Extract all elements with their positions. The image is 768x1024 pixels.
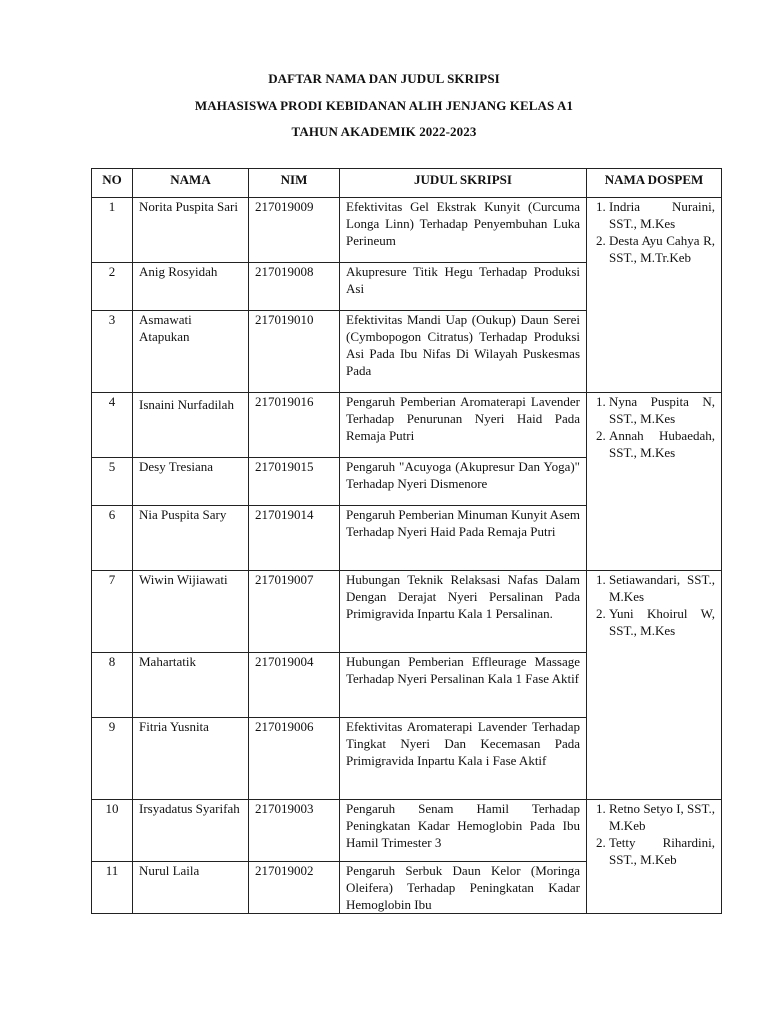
row-nim: 217019002	[249, 862, 340, 914]
heading-line-2: MAHASISWA PRODI KEBIDANAN ALIH JENJANG KELAS A1	[194, 97, 574, 113]
row-nim: 217019007	[249, 571, 340, 653]
row-nim: 217019003	[249, 800, 340, 862]
row-nim: 217019004	[249, 653, 340, 718]
row-judul: Pengaruh Pemberian Aromaterapi Lavender Terhadap Penurunan Nyeri Haid Pada Remaja Putri	[340, 393, 587, 458]
dospem-item: 1. Retno Setyo I, SST., M.Keb	[609, 800, 715, 834]
row-judul: Akupresure Titik Hegu Terhadap Produksi Asi	[340, 263, 587, 311]
row-nim: 217019008	[249, 263, 340, 311]
row-no: 7	[92, 571, 133, 653]
table-header-row	[92, 169, 722, 198]
row-no: 8	[92, 653, 133, 718]
row-judul: Efektivitas Mandi Uap (Oukup) Daun Serei (Cymbopogon Citratus) Terhadap Produksi Asi Pada Ibu Nifas Di Wilayah Puskesmas Pada	[340, 311, 587, 393]
dospem-list	[593, 800, 715, 868]
dospem-cell	[587, 393, 722, 571]
row-judul: Efektivitas Aromaterapi Lavender Terhadap Tingkat Nyeri Dan Kecemasan Pada Primigravida Inpartu Kala i Fase Aktif	[340, 718, 587, 800]
row-nim: 217019015	[249, 458, 340, 506]
column-header-judul: JUDUL SKRIPSI	[340, 169, 587, 198]
dospem-item: 1. Indria Nuraini, SST., M.Kes	[609, 198, 715, 232]
row-judul: Pengaruh Serbuk Daun Kelor (Moringa Oleifera) Terhadap Peningkatan Kadar Hemoglobin Ibu	[340, 862, 587, 914]
row-nama: Nia Puspita Sary	[133, 506, 249, 571]
dospem-cell	[587, 198, 722, 393]
column-header-nim: NIM	[249, 169, 340, 198]
row-nim: 217019009	[249, 198, 340, 263]
row-nama: Anig Rosyidah	[133, 263, 249, 311]
row-nama: Desy Tresiana	[133, 458, 249, 506]
table-row	[92, 800, 722, 862]
row-nama: Isnaini Nurfadilah	[133, 393, 249, 458]
row-nama: Wiwin Wijiawati	[133, 571, 249, 653]
row-no: 2	[92, 263, 133, 311]
dospem-item: 2. Yuni Khoirul W, SST., M.Kes	[609, 605, 715, 639]
dospem-item: 2. Desta Ayu Cahya R, SST., M.Tr.Keb	[609, 232, 715, 266]
dospem-cell	[587, 571, 722, 800]
row-nama: Nurul Laila	[133, 862, 249, 914]
dospem-item: 1. Nyna Puspita N, SST., M.Kes	[609, 393, 715, 427]
row-judul: Hubungan Teknik Relaksasi Nafas Dalam Dengan Derajat Nyeri Persalinan Pada Primigravida Inpartu Kala 1 Persalinan.	[340, 571, 587, 653]
row-nim: 217019016	[249, 393, 340, 458]
dospem-list	[593, 393, 715, 461]
row-nama: Asmawati Atapukan	[133, 311, 249, 393]
row-nim: 217019010	[249, 311, 340, 393]
heading-line-3: TAHUN AKADEMIK 2022-2023	[291, 124, 477, 139]
row-judul: Hubungan Pemberian Effleurage Massage Terhadap Nyeri Persalinan Kala 1 Fase Aktif	[340, 653, 587, 718]
row-no: 10	[92, 800, 133, 862]
dospem-list	[593, 571, 715, 639]
dospem-item: 2. Tetty Rihardini, SST., M.Keb	[609, 834, 715, 868]
row-nim: 217019014	[249, 506, 340, 571]
row-nama: Fitria Yusnita	[133, 718, 249, 800]
column-header-nama: NAMA	[133, 169, 249, 198]
row-judul: Efektivitas Gel Ekstrak Kunyit (Curcuma Longa Linn) Terhadap Penyembuhan Luka Perineum	[340, 198, 587, 263]
row-no: 1	[92, 198, 133, 263]
row-no: 4	[92, 393, 133, 458]
row-judul: Pengaruh Senam Hamil Terhadap Peningkatan Kadar Hemoglobin Pada Ibu Hamil Trimester 3	[340, 800, 587, 862]
dospem-list	[593, 198, 715, 266]
row-no: 11	[92, 862, 133, 914]
row-no: 9	[92, 718, 133, 800]
thesis-table	[91, 168, 722, 914]
row-nama: Mahartatik	[133, 653, 249, 718]
table-row	[92, 571, 722, 653]
row-no: 5	[92, 458, 133, 506]
row-judul: Pengaruh "Acuyoga (Akupresur Dan Yoga)" Terhadap Nyeri Dismenore	[340, 458, 587, 506]
dospem-item: 2. Annah Hubaedah, SST., M.Kes	[609, 427, 715, 461]
row-nama: Norita Puspita Sari	[133, 198, 249, 263]
row-nim: 217019006	[249, 718, 340, 800]
heading-line-1: DAFTAR NAMA DAN JUDUL SKRIPSI	[268, 71, 500, 86]
table-row	[92, 393, 722, 458]
dospem-cell	[587, 800, 722, 914]
row-no: 6	[92, 506, 133, 571]
column-header-dospem: NAMA DOSPEM	[587, 169, 722, 198]
table-row	[92, 198, 722, 263]
dospem-item: 1. Setiawandari, SST., M.Kes	[609, 571, 715, 605]
row-no: 3	[92, 311, 133, 393]
row-nama: Irsyadatus Syarifah	[133, 800, 249, 862]
row-judul: Pengaruh Pemberian Minuman Kunyit Asem Terhadap Nyeri Haid Pada Remaja Putri	[340, 506, 587, 571]
column-header-no: NO	[92, 169, 133, 198]
document-heading	[0, 66, 768, 146]
